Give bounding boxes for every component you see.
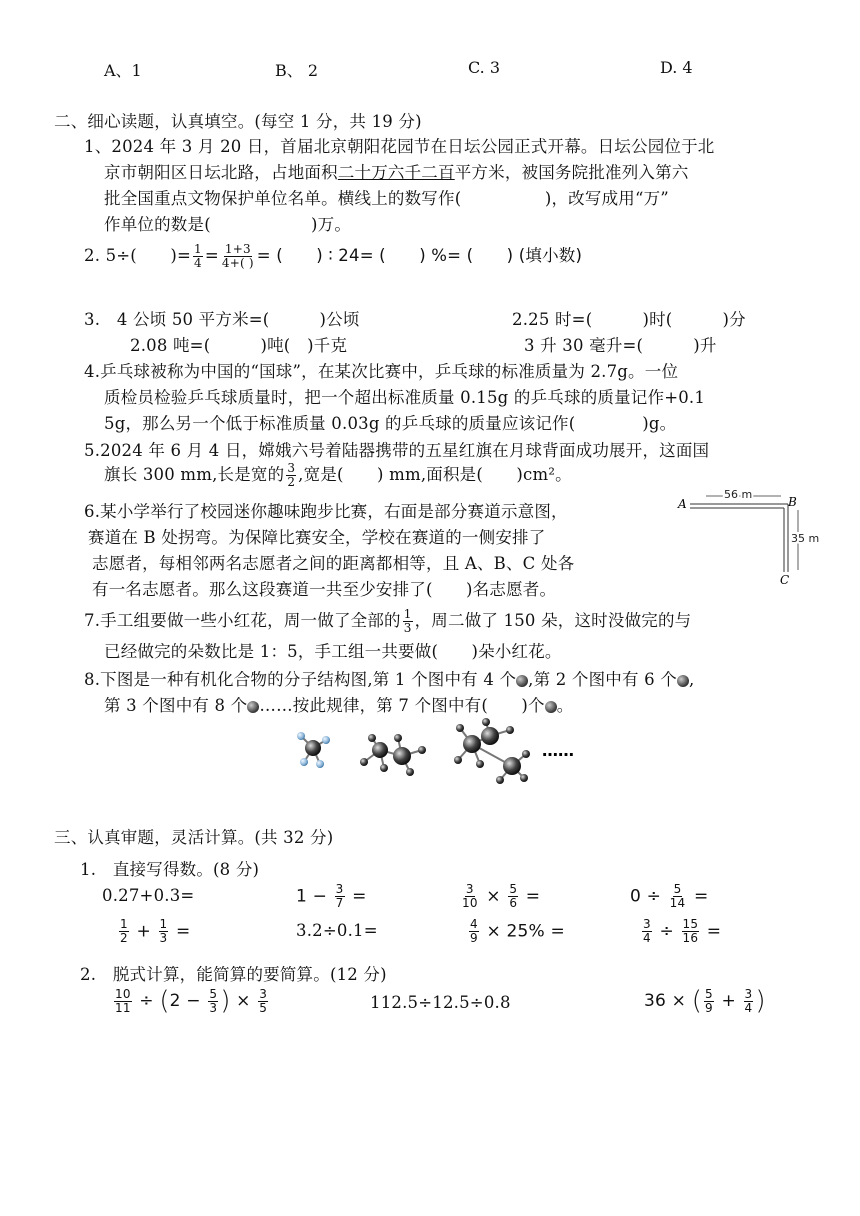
q7-text: 7.手工组要做一些小红花，周一做了全部的 bbox=[84, 611, 401, 630]
q5-text[interactable]: ,宽是( ) mm,面积是( )cm²。 bbox=[298, 465, 572, 484]
calc-5[interactable]: $\frac{1}{2}$ + $\frac{1}{3}$ = bbox=[120, 917, 191, 945]
q1-underlined-number: 二十万六千二百 bbox=[337, 163, 455, 182]
choice-d[interactable]: D. 4 bbox=[660, 58, 693, 77]
q7-line2[interactable]: 已经做完的朵数比是 1：5，手工组一共要做( )朵小红花。 bbox=[104, 642, 562, 661]
choice-a[interactable]: A、1 bbox=[104, 61, 142, 80]
q1-line4[interactable]: 作单位的数是( )万。 bbox=[104, 215, 352, 234]
label-a: A bbox=[678, 497, 687, 511]
q1-line3[interactable]: 批全国重点文物保护单位名单。横线上的数写作( )，改写成用“万” bbox=[104, 189, 669, 208]
calc-3[interactable]: $\frac{3}{10}$ × $\frac{5}{6}$ = bbox=[462, 882, 541, 910]
calc-1[interactable]: 0.27+0.3= bbox=[102, 886, 195, 905]
q6-line4[interactable]: 有一名志愿者。那么这段赛道一共至少安排了( )名志愿者。 bbox=[92, 580, 557, 599]
q6-line3: 志愿者，每相邻两名志愿者之间的距离都相等，且 A、B、C 处各 bbox=[92, 554, 575, 573]
q8-text: 第 3 个图中有 8 个 bbox=[104, 696, 248, 715]
q4-line3[interactable]: 5g，那么另一个低于标准质量 0.03g 的乒乓球的质量应该记作( )g。 bbox=[104, 414, 677, 433]
atom-icon bbox=[677, 675, 689, 687]
q2-line[interactable] bbox=[84, 242, 582, 270]
q8-text[interactable]: ……按此规律，第 7 个图中有( )个 bbox=[259, 696, 545, 715]
part1-title: 1. 直接写得数。(8 分) bbox=[80, 860, 260, 879]
q5-line1: 5.2024 年 6 月 4 日，嫦娥六号着陆器携带的五星红旗在月球背面成功展开，这面国 bbox=[84, 441, 710, 460]
q7-fraction: $\frac{1}{3}$ bbox=[403, 607, 412, 635]
q2-rest[interactable]: = ( ) ∶ 24= ( ) %= ( ) (填小数) bbox=[256, 246, 583, 265]
race-track-diagram bbox=[676, 488, 826, 588]
choice-c[interactable]: C. 3 bbox=[468, 58, 501, 77]
q1-text: 平方米，被国务院批准列入第六 bbox=[454, 163, 689, 182]
q3-b[interactable]: 2.25 时=( )时( )分 bbox=[512, 310, 746, 329]
label-b: B bbox=[788, 495, 797, 509]
q4-line2: 质检员检验乒乓球质量时，把一个超出标准质量 0.15g 的乒乓球的质量记作+0.1 bbox=[104, 388, 706, 407]
q2-fraction2: $\frac{1+3}{4+( )}$ bbox=[221, 242, 254, 270]
q4-line1: 4.乒乓球被称为中国的“国球”，在某次比赛中，乒乓球的标准质量为 2.7g。一位 bbox=[84, 362, 679, 381]
q8-text: , bbox=[689, 670, 695, 689]
q5-line2[interactable] bbox=[104, 461, 572, 489]
molecule-1 bbox=[297, 732, 330, 768]
q2-fraction1: $\frac{1}{4}$ bbox=[194, 242, 202, 270]
continuation-dots: …… bbox=[542, 741, 574, 760]
molecule-2 bbox=[360, 734, 426, 776]
q3-a[interactable]: 3. 4 公顷 50 平方米=( )公顷 bbox=[84, 310, 360, 329]
q5-text: 旗长 300 mm,长是宽的 bbox=[104, 465, 285, 484]
calc-2[interactable]: 1 − $\frac{3}{7}$ = bbox=[296, 882, 367, 910]
q8-text: 。 bbox=[556, 696, 574, 715]
section2-heading: 二、细心读题，认真填空。(每空 1 分，共 19 分) bbox=[54, 112, 422, 131]
molecule-figures bbox=[280, 718, 600, 788]
q8-line2[interactable] bbox=[104, 692, 573, 716]
q8-line1 bbox=[84, 666, 694, 690]
step-calc-1[interactable]: $\frac{10}{11}$ ÷ (2 − $\frac{5}{3}$ ) × $\frac{3}{5}$ bbox=[115, 986, 268, 1016]
q3-d[interactable]: 3 升 30 毫升=( )升 bbox=[524, 336, 717, 355]
q5-fraction: $\frac{3}{2}$ bbox=[287, 461, 296, 489]
label-ab-length: 56 m bbox=[724, 488, 753, 501]
atom-icon bbox=[247, 701, 259, 713]
q8-text: 8.下图是一种有机化合物的分子结构图,第 1 个图中有 4 个 bbox=[84, 670, 517, 689]
q6-line2: 赛道在 B 处拐弯。为保障比赛安全，学校在赛道的一侧安排了 bbox=[88, 528, 546, 547]
q1-line2 bbox=[104, 159, 689, 183]
q3-c[interactable]: 2.08 吨=( )吨( )千克 bbox=[130, 336, 348, 355]
label-bc-length: 35 m bbox=[791, 532, 820, 545]
calc-7[interactable]: $\frac{4}{9}$ × 25% = bbox=[470, 917, 565, 945]
calc-4[interactable]: 0 ÷ $\frac{5}{14}$ = bbox=[630, 882, 709, 910]
atom-icon bbox=[516, 675, 528, 687]
q7-line1 bbox=[84, 607, 691, 635]
q1-text: 京市朝阳区日坛北路，占地面积 bbox=[104, 163, 338, 182]
choice-b[interactable]: B、 2 bbox=[275, 61, 319, 80]
calc-6[interactable]: 3.2÷0.1= bbox=[296, 921, 378, 940]
part2-title: 2. 脱式计算，能简算的要简算。(12 分) bbox=[80, 965, 387, 984]
q8-text: ,第 2 个图中有 6 个 bbox=[528, 670, 677, 689]
q7-text: ，周二做了 150 朵，这时没做完的与 bbox=[414, 611, 692, 630]
molecule-3 bbox=[454, 718, 530, 784]
q1-line1: 1、2024 年 3 月 20 日，首届北京朝阳花园节在日坛公园正式开幕。日坛公园位于北 bbox=[84, 137, 715, 156]
step-calc-3[interactable]: 36 × ( $\frac{5}{9}$ + $\frac{3}{4}$ ) bbox=[644, 986, 766, 1016]
label-c: C bbox=[780, 573, 790, 587]
q6-line1: 6.某小学举行了校园迷你趣味跑步比赛，右面是部分赛道示意图， bbox=[84, 502, 568, 521]
q2-equals: = bbox=[204, 246, 219, 265]
q2-text: 2. 5÷( )= bbox=[84, 246, 192, 265]
step-calc-2[interactable]: 112.5÷12.5÷0.8 bbox=[370, 993, 511, 1012]
section3-heading: 三、认真审题，灵活计算。(共 32 分) bbox=[54, 828, 334, 847]
atom-icon bbox=[545, 701, 557, 713]
calc-8[interactable]: $\frac{3}{4}$ ÷ $\frac{15}{16}$ = bbox=[643, 917, 722, 945]
